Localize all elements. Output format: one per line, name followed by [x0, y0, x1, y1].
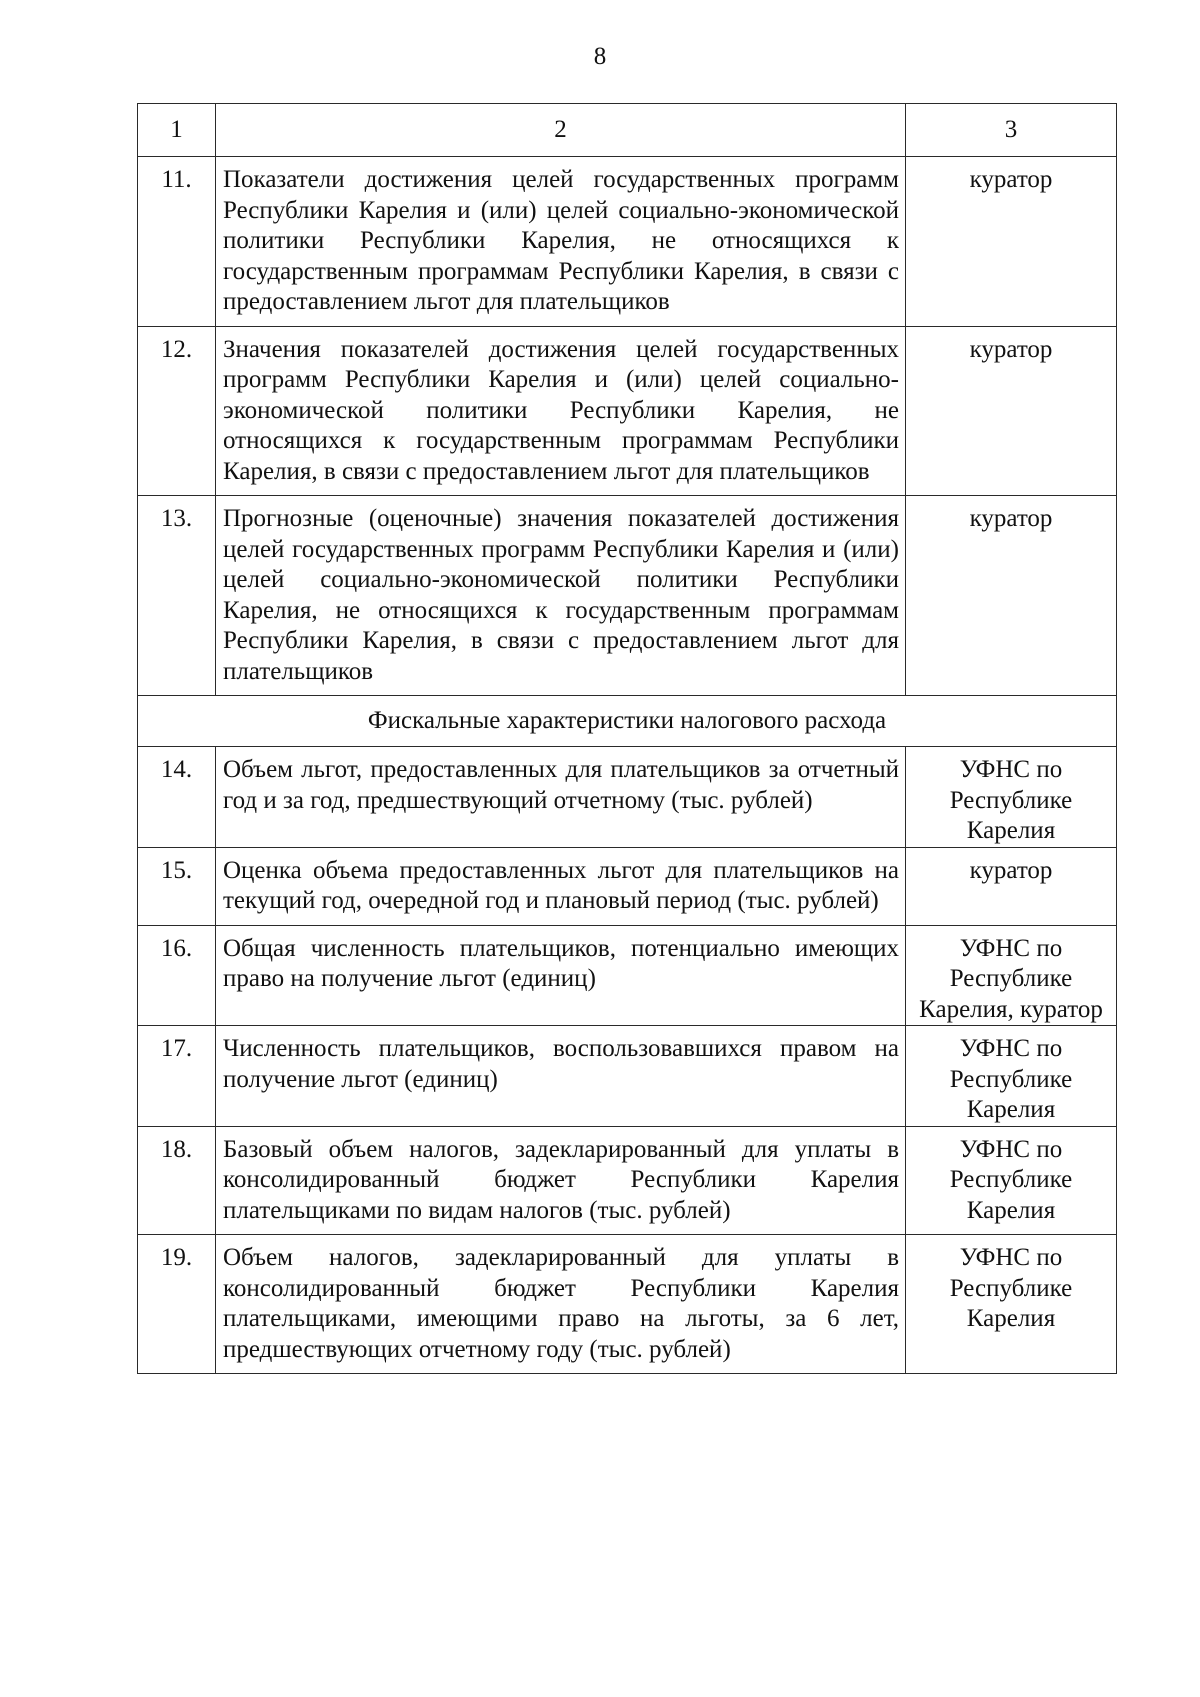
row-description: Показатели достижения целей государственных программ Республики Карелия и (или) целей социально-экономической политики Республики Карелия, не относящихся к государственным программам Республики Карелия, в связи с предоставлением льгот для плательщиков — [216, 157, 906, 327]
row-number: 15. — [138, 847, 216, 925]
row-description: Объем налогов, задекларированный для уплаты в консолидированный бюджет Республики Карелия плательщиками, имеющими право на льготы, за 6 лет, предшествующих отчетному году (тыс. рублей) — [216, 1235, 906, 1374]
row-number: 14. — [138, 747, 216, 848]
row-number: 16. — [138, 925, 216, 1026]
row-number: 18. — [138, 1126, 216, 1235]
row-responsible: УФНС по Республике Карелия, куратор — [906, 925, 1117, 1026]
table-row — [138, 747, 1117, 848]
table-row — [138, 496, 1117, 696]
page-number: 8 — [593, 43, 607, 70]
table-row — [138, 157, 1117, 327]
row-responsible: УФНС по Республике Карелия — [906, 1235, 1117, 1374]
row-responsible: куратор — [906, 496, 1117, 696]
row-description: Оценка объема предоставленных льгот для плательщиков на текущий год, очередной год и плановый период (тыс. рублей) — [216, 847, 906, 925]
column-header-1: 1 — [138, 104, 216, 157]
table-row — [138, 326, 1117, 496]
row-responsible: куратор — [906, 326, 1117, 496]
row-description: Значения показателей достижения целей государственных программ Республики Карелия и (или) целей социально-экономической политики Республики Карелия, не относящихся к государственным программам Республики Карелия, в связи с предоставлением льгот для плательщиков — [216, 326, 906, 496]
row-description: Прогнозные (оценочные) значения показателей достижения целей государственных программ Республики Карелия и (или) целей социально-экономической политики Республики Карелия, не относящихся к государственным программам Республики Карелия, в связи с предоставлением льгот для плательщиков — [216, 496, 906, 696]
table-row — [138, 1126, 1117, 1235]
row-number: 11. — [138, 157, 216, 327]
row-responsible: УФНС по Республике Карелия — [906, 1026, 1117, 1127]
row-responsible: куратор — [906, 157, 1117, 327]
row-description: Численность плательщиков, воспользовавшихся правом на получение льгот (единиц) — [216, 1026, 906, 1127]
tax-expenditure-table — [137, 103, 1117, 1374]
section-header-row — [138, 696, 1117, 747]
table-row — [138, 1235, 1117, 1374]
row-number: 12. — [138, 326, 216, 496]
table-header-row — [138, 104, 1117, 157]
row-responsible: куратор — [906, 847, 1117, 925]
row-description: Объем льгот, предоставленных для плательщиков за отчетный год и за год, предшествующий отчетному (тыс. рублей) — [216, 747, 906, 848]
row-number: 19. — [138, 1235, 216, 1374]
row-description: Базовый объем налогов, задекларированный для уплаты в консолидированный бюджет Республики Карелия плательщиками по видам налогов (тыс. рублей) — [216, 1126, 906, 1235]
row-number: 17. — [138, 1026, 216, 1127]
table-row — [138, 925, 1117, 1026]
table-row — [138, 1026, 1117, 1127]
column-header-2: 2 — [216, 104, 906, 157]
row-description: Общая численность плательщиков, потенциально имеющих право на получение льгот (единиц) — [216, 925, 906, 1026]
row-responsible: УФНС по Республике Карелия — [906, 747, 1117, 848]
table-row — [138, 847, 1117, 925]
section-title: Фискальные характеристики налогового расхода — [138, 696, 1117, 747]
column-header-3: 3 — [906, 104, 1117, 157]
row-number: 13. — [138, 496, 216, 696]
row-responsible: УФНС по Республике Карелия — [906, 1126, 1117, 1235]
